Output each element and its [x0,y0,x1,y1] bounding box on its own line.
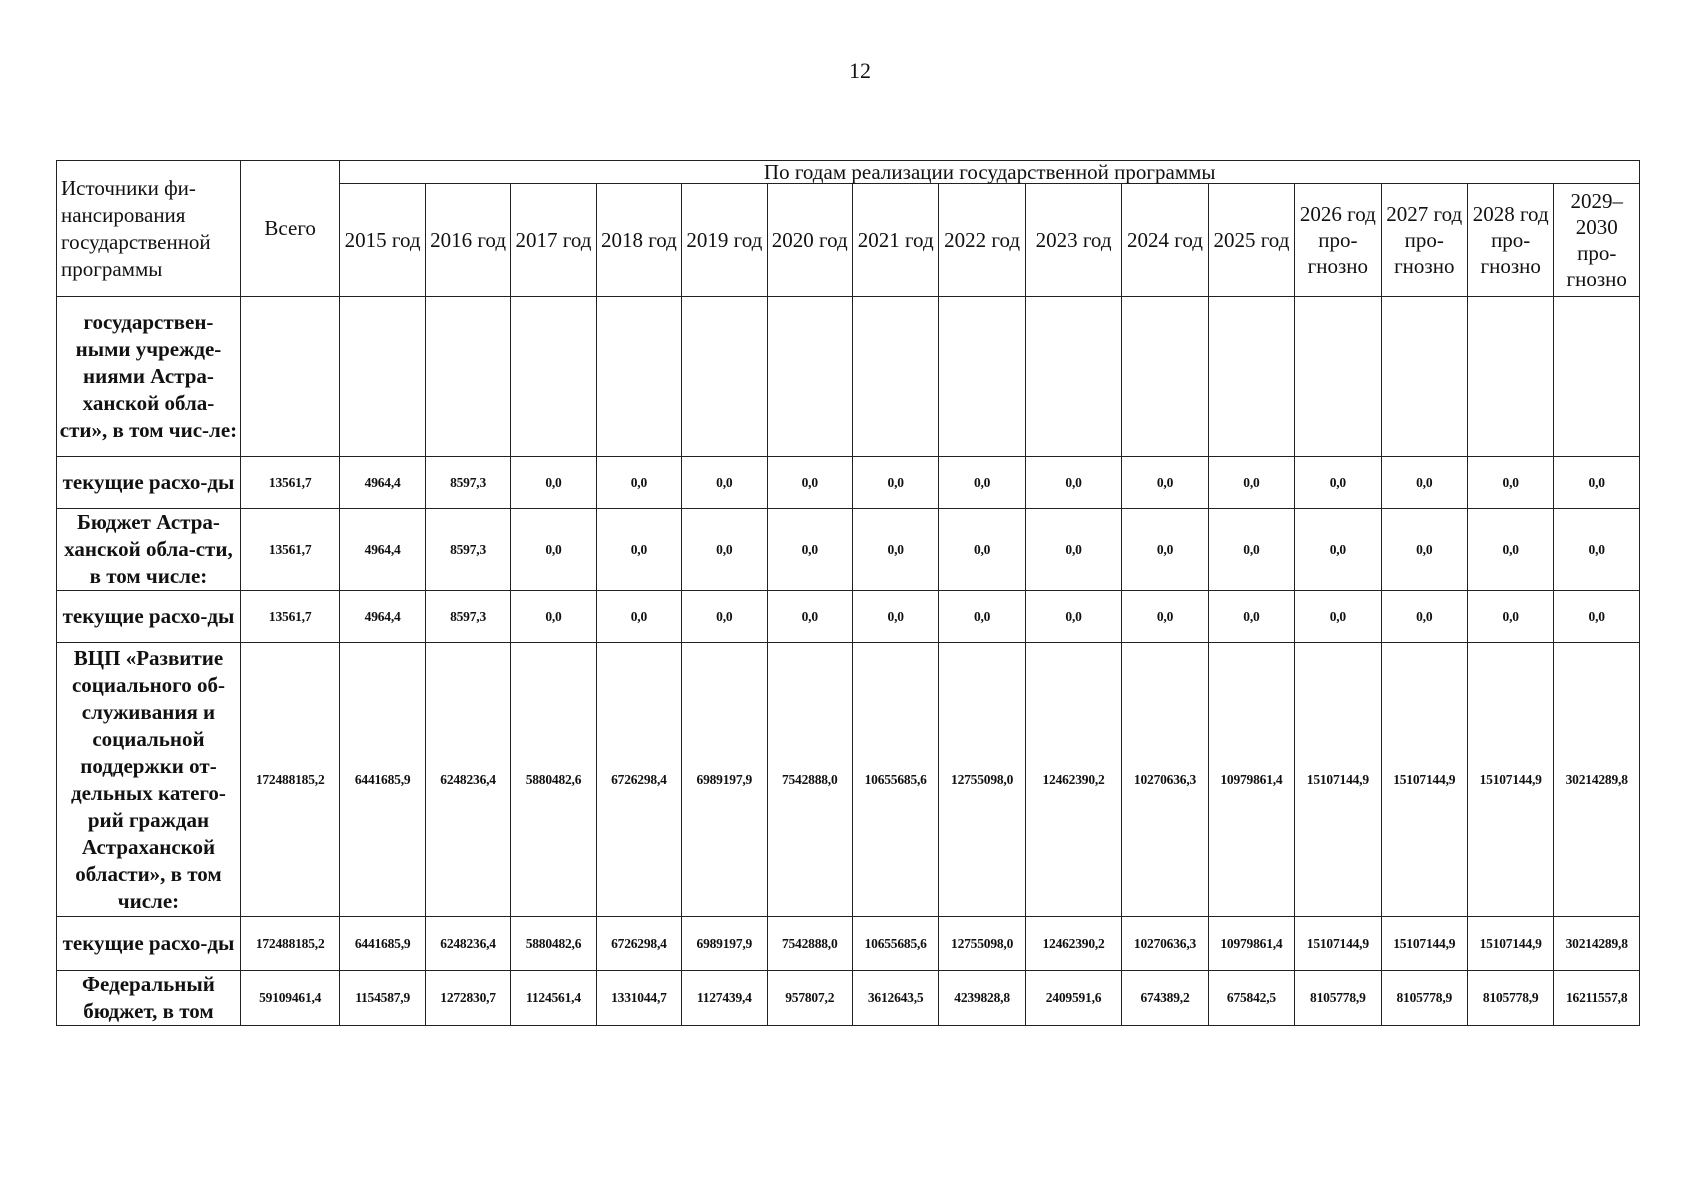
table-body [57,297,1640,1026]
table-row [57,457,1640,509]
cell-total: 172488185,2 [240,917,340,971]
row-label: Бюджет Астра-ханской обла-сти, в том числе: [57,509,241,591]
cell-value: 0,0 [852,591,938,643]
cell-value: 0,0 [1467,457,1553,509]
table-row [57,643,1640,917]
cell-value: 0,0 [1467,591,1553,643]
cell-value: 15107144,9 [1467,643,1553,917]
cell-value: 0,0 [1208,591,1294,643]
cell-value [511,297,596,457]
cell-value: 0,0 [767,509,852,591]
row-label: Федеральный бюджет, в том [57,971,241,1026]
cell-value [767,297,852,457]
cell-total: 13561,7 [240,509,340,591]
cell-value: 0,0 [939,457,1025,509]
cell-value: 4964,4 [340,509,425,591]
cell-value: 0,0 [767,457,852,509]
year-header-2028: 2028 год про-гнозно [1467,184,1553,297]
cell-value: 4239828,8 [939,971,1025,1026]
cell-value [340,297,425,457]
cell-value: 7542888,0 [767,917,852,971]
row-label: текущие расхо-ды [57,917,241,971]
year-header-2027: 2027 год про-гнозно [1381,184,1467,297]
cell-value: 6989197,9 [682,643,767,917]
cell-value: 8105778,9 [1467,971,1553,1026]
cell-total: 13561,7 [240,591,340,643]
year-header-2021: 2021 год [852,184,938,297]
cell-value: 30214289,8 [1554,643,1640,917]
cell-value: 675842,5 [1208,971,1294,1026]
cell-value: 0,0 [596,509,681,591]
year-header-2029-2030: 2029–2030 про-гнозно [1554,184,1640,297]
cell-value: 6441685,9 [340,917,425,971]
cell-value [1025,297,1121,457]
cell-value: 0,0 [1554,457,1640,509]
cell-value: 12462390,2 [1025,917,1121,971]
cell-value: 16211557,8 [1554,971,1640,1026]
cell-value: 10270636,3 [1122,917,1208,971]
header-row-group [57,161,1640,184]
cell-value [1381,297,1467,457]
cell-value: 0,0 [1295,509,1381,591]
cell-value: 0,0 [511,457,596,509]
cell-value: 957807,2 [767,971,852,1026]
cell-value: 8105778,9 [1381,971,1467,1026]
year-header-2016: 2016 год [425,184,510,297]
cell-value: 0,0 [1025,457,1121,509]
cell-value: 0,0 [1025,591,1121,643]
page-number: 12 [849,58,871,83]
cell-value [1122,297,1208,457]
cell-value: 0,0 [1381,509,1467,591]
cell-value: 10979861,4 [1208,917,1294,971]
cell-value: 1272830,7 [425,971,510,1026]
year-header-2019: 2019 год [682,184,767,297]
cell-total: 13561,7 [240,457,340,509]
cell-value: 0,0 [1122,509,1208,591]
row-label: текущие расхо-ды [57,591,241,643]
year-header-2018: 2018 год [596,184,681,297]
cell-value: 5880482,6 [511,643,596,917]
cell-value: 15107144,9 [1295,643,1381,917]
cell-total: 59109461,4 [240,971,340,1026]
year-header-2023: 2023 год [1025,184,1121,297]
cell-value: 0,0 [511,591,596,643]
cell-value: 674389,2 [1122,971,1208,1026]
cell-value: 12755098,0 [939,643,1025,917]
budget-table [56,160,1640,1026]
cell-value: 0,0 [1554,509,1640,591]
cell-value: 0,0 [1554,591,1640,643]
cell-value: 0,0 [939,509,1025,591]
row-label: государствен-ными учрежде-ниями Астра-ханской обла-сти», в том чис-ле: [57,297,241,457]
cell-value: 15107144,9 [1295,917,1381,971]
year-header-2015: 2015 год [340,184,425,297]
cell-value: 0,0 [1295,457,1381,509]
cell-value: 1127439,4 [682,971,767,1026]
cell-total [240,297,340,457]
cell-value: 0,0 [939,591,1025,643]
cell-value: 7542888,0 [767,643,852,917]
cell-value: 0,0 [682,457,767,509]
cell-value: 0,0 [852,457,938,509]
table-row [57,917,1640,971]
cell-value: 6726298,4 [596,643,681,917]
cell-value: 0,0 [596,457,681,509]
cell-value: 0,0 [1381,591,1467,643]
cell-value: 0,0 [1295,591,1381,643]
cell-value: 0,0 [1025,509,1121,591]
year-header-2017: 2017 год [511,184,596,297]
cell-value: 10979861,4 [1208,643,1294,917]
cell-value [1208,297,1294,457]
cell-value: 15107144,9 [1467,917,1553,971]
cell-value: 8597,3 [425,457,510,509]
cell-value: 10655685,6 [852,917,938,971]
cell-value: 8597,3 [425,591,510,643]
cell-total: 172488185,2 [240,643,340,917]
cell-value: 0,0 [1208,509,1294,591]
cell-value: 15107144,9 [1381,917,1467,971]
cell-value: 0,0 [1381,457,1467,509]
table-row [57,971,1640,1026]
year-header-2022: 2022 год [939,184,1025,297]
cell-value: 0,0 [1122,457,1208,509]
cell-value [1467,297,1553,457]
cell-value: 0,0 [511,509,596,591]
cell-value: 10270636,3 [1122,643,1208,917]
cell-value: 1331044,7 [596,971,681,1026]
cell-value [596,297,681,457]
cell-value: 15107144,9 [1381,643,1467,917]
cell-value: 1124561,4 [511,971,596,1026]
cell-value: 8105778,9 [1295,971,1381,1026]
table-row [57,509,1640,591]
cell-value: 0,0 [682,591,767,643]
cell-value [852,297,938,457]
table-row [57,591,1640,643]
cell-value: 4964,4 [340,591,425,643]
cell-value: 6726298,4 [596,917,681,971]
year-header-2026: 2026 год про-гнозно [1295,184,1381,297]
table-row [57,297,1640,457]
cell-value: 1154587,9 [340,971,425,1026]
cell-value: 12462390,2 [1025,643,1121,917]
years-group-header: По годам реализации государственной программы [340,161,1640,184]
cell-value: 0,0 [767,591,852,643]
cell-value: 5880482,6 [511,917,596,971]
cell-value: 10655685,6 [852,643,938,917]
cell-value: 0,0 [852,509,938,591]
year-header-2020: 2020 год [767,184,852,297]
cell-value: 6441685,9 [340,643,425,917]
cell-value: 0,0 [1467,509,1553,591]
cell-value: 0,0 [1122,591,1208,643]
cell-value [1295,297,1381,457]
total-column-header: Всего [240,161,340,297]
cell-value: 0,0 [682,509,767,591]
cell-value: 30214289,8 [1554,917,1640,971]
cell-value: 2409591,6 [1025,971,1121,1026]
cell-value: 6248236,4 [425,643,510,917]
cell-value [939,297,1025,457]
year-header-2024: 2024 год [1122,184,1208,297]
cell-value: 6248236,4 [425,917,510,971]
cell-value [1554,297,1640,457]
cell-value: 4964,4 [340,457,425,509]
cell-value: 0,0 [596,591,681,643]
source-column-header: Источники фи-нансирования государственной программы [57,161,241,297]
row-label: ВЦП «Развитие социального об-служивания и социальной поддержки от-дельных катего-рий граждан Астраханской области», в том числе: [57,643,241,917]
cell-value: 0,0 [1208,457,1294,509]
cell-value [425,297,510,457]
cell-value: 6989197,9 [682,917,767,971]
cell-value: 8597,3 [425,509,510,591]
cell-value: 12755098,0 [939,917,1025,971]
cell-value [682,297,767,457]
year-header-2025: 2025 год [1208,184,1294,297]
cell-value: 3612643,5 [852,971,938,1026]
row-label: текущие расхо-ды [57,457,241,509]
